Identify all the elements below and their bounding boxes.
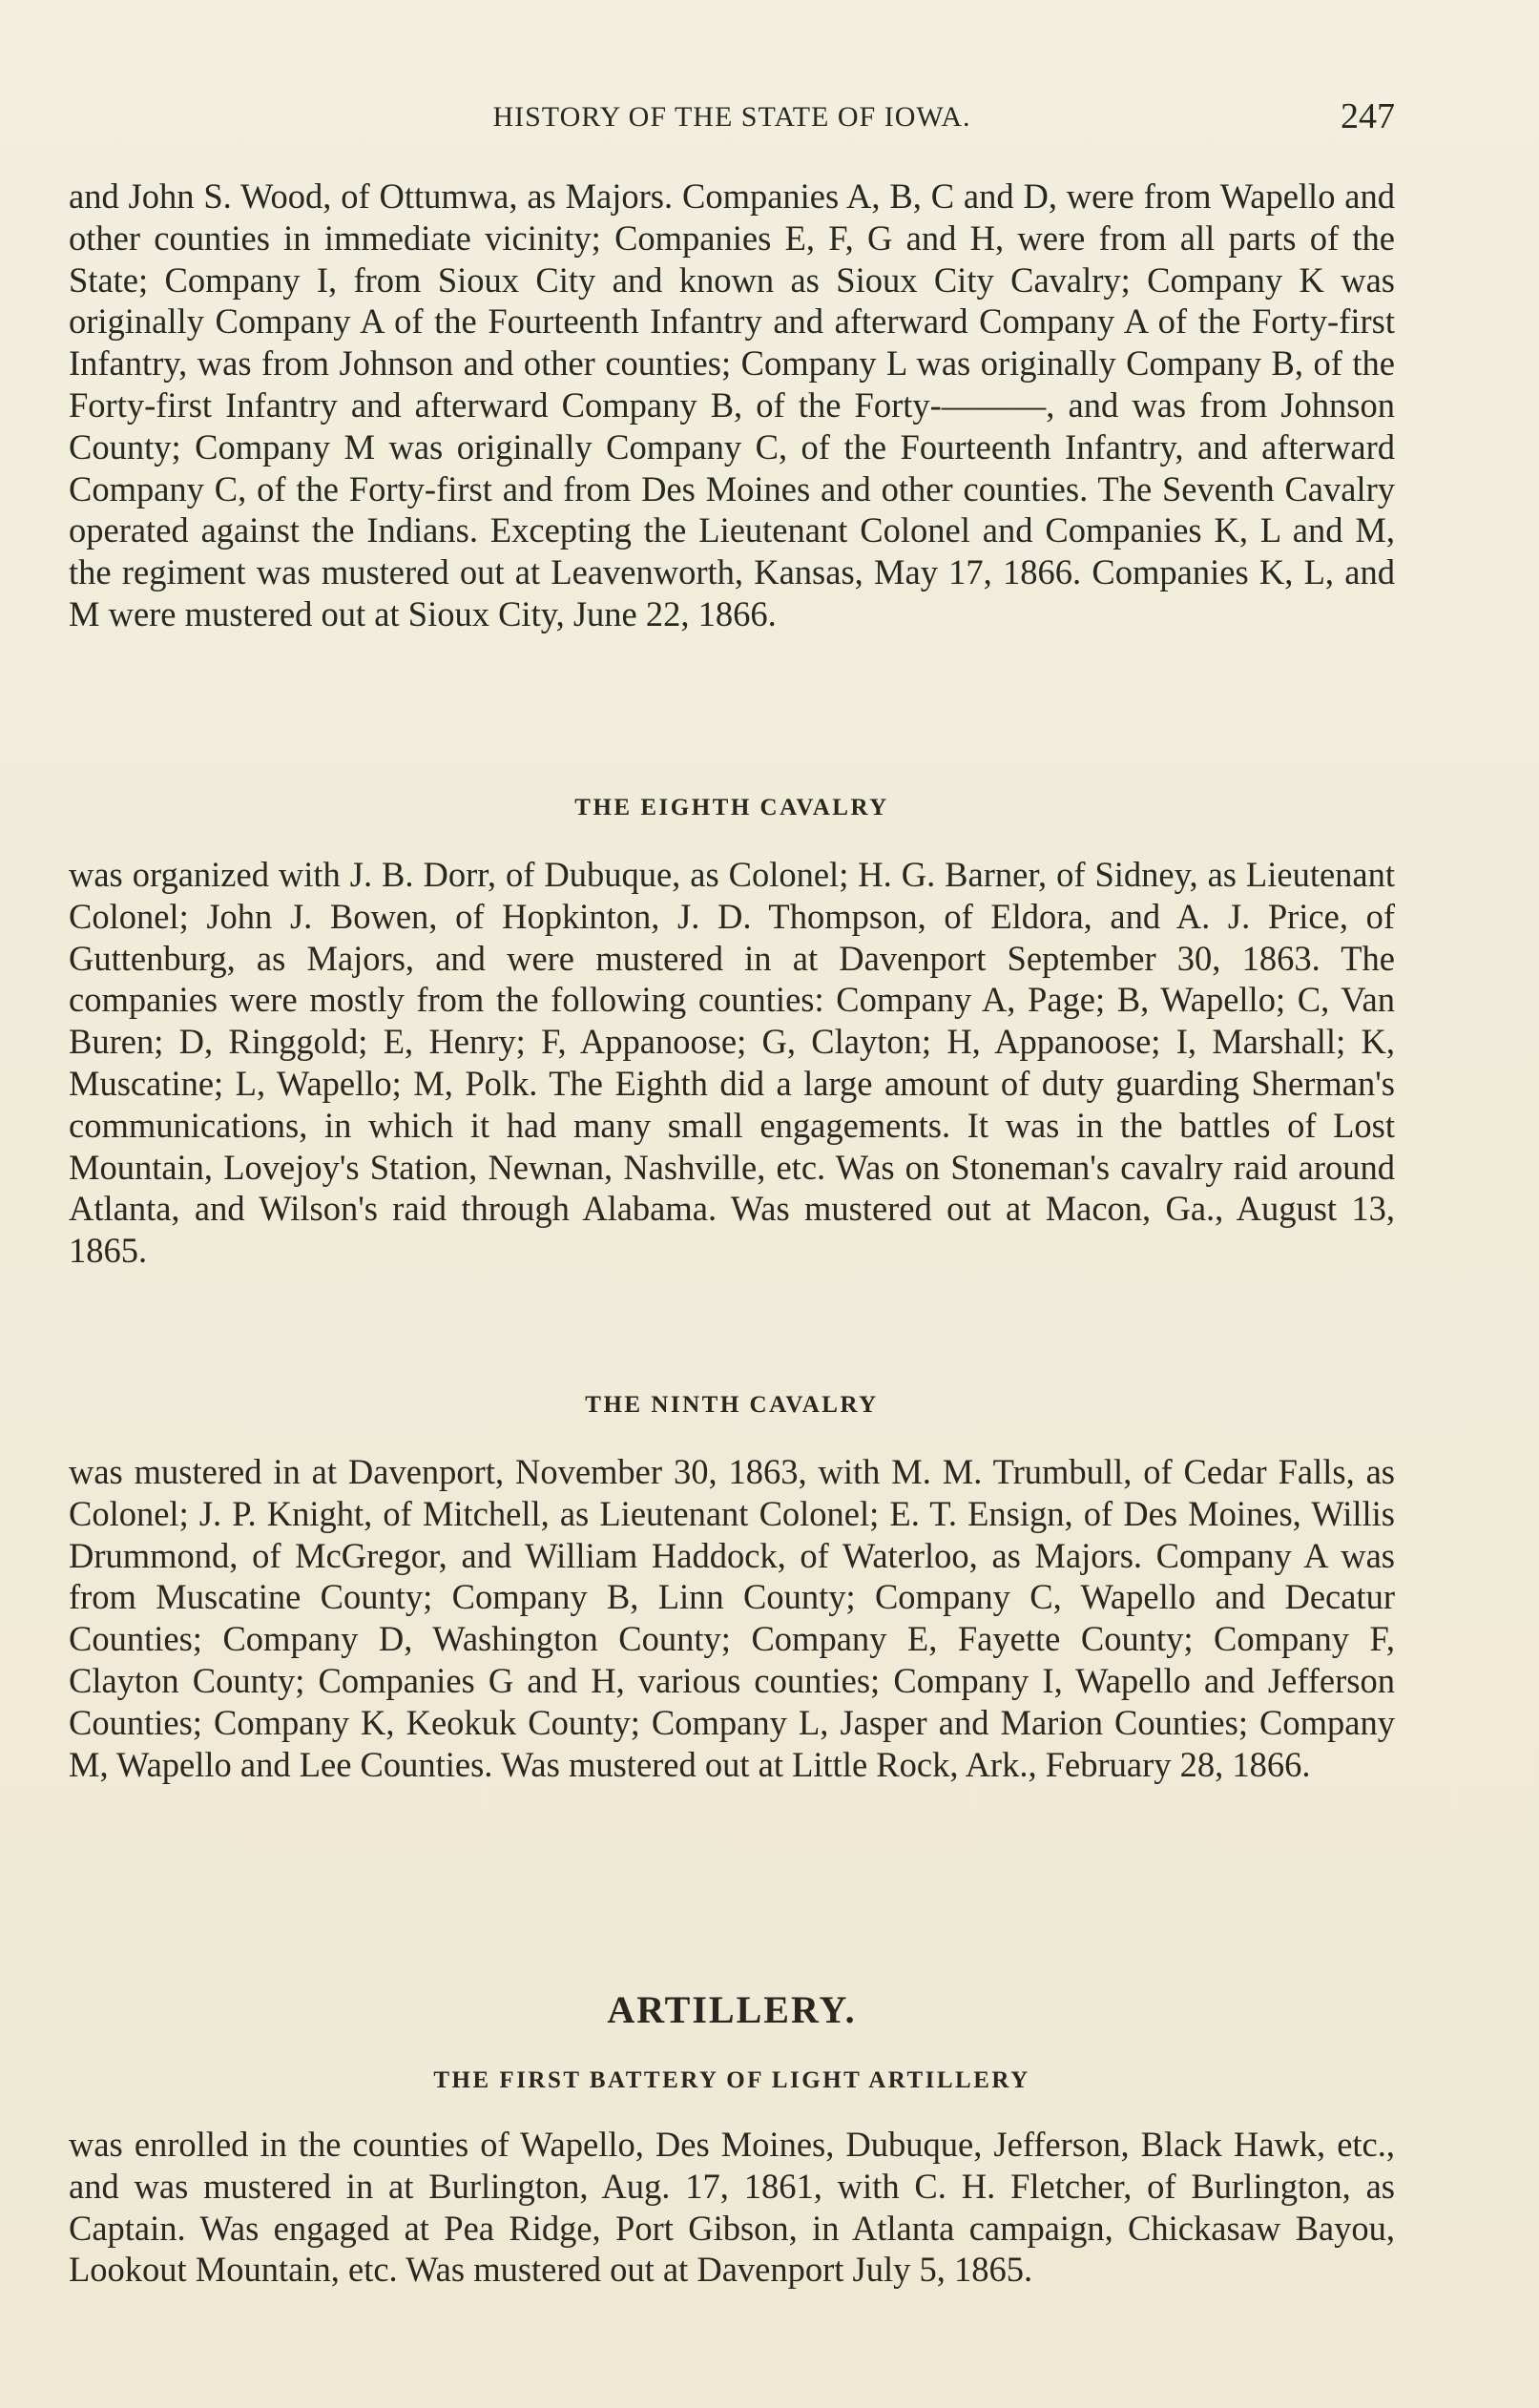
ninth-cavalry-heading: THE NINTH CAVALRY	[585, 1392, 879, 1418]
first-battery-paragraph: was enrolled in the counties of Wapello, Des Moines, Dubuque, Jefferson, Black Hawk, etc., and was mustered in at Burlington, Aug. 17, 1861, with C. H. Fletcher, of Burlington, as Captain. Was engaged at Pea Ridge, Port Gibson, in Atlanta campaign, Chickasaw Bayou, Lookout Mountain, etc. Was mustered out at Davenport July 5, 1865.	[69, 2125, 1395, 2290]
running-title: HISTORY OF THE STATE OF IOWA.	[492, 101, 971, 133]
page-number: 247	[1341, 96, 1395, 136]
page-header	[69, 95, 1395, 141]
first-battery-heading: THE FIRST BATTERY OF LIGHT ARTILLERY	[433, 2067, 1030, 2093]
ninth-cavalry-paragraph: was mustered in at Davenport, November 30, 1863, with M. M. Trumbull, of Cedar Falls, as Colonel; J. P. Knight, of Mitchell, as Lieutenant Colonel; E. T. Ensign, of Des Moines, Willis Drummond, of McGregor, and William Haddock, of Waterloo, as Majors. Company A was from Muscatine County; Company B, Linn County; Company C, Wapello and Decatur Counties; Company D, Washington County; Company E, Fayette County; Company F, Clayton County; Companies G and H, various counties; Company I, Wapello and Jefferson Counties; Company K, Keokuk County; Company L, Jasper and Marion Counties; Company M, Wapello and Lee Counties. Was mustered out at Little Rock, Ark., February 28, 1866.	[69, 1452, 1395, 1784]
artillery-heading: ARTILLERY.	[607, 1988, 857, 2031]
eighth-cavalry-paragraph: was organized with J. B. Dorr, of Dubuque, as Colonel; H. G. Barner, of Sidney, as Lieutenant Colonel; John J. Bowen, of Hopkinton, J. D. Thompson, of Eldora, and A. J. Price, of Guttenburg, as Majors, and were mustered in at Davenport September 30, 1863. The companies were mostly from the following counties: Company A, Page; B, Wapello; C, Van Buren; D, Ringgold; E, Henry; F, Appanoose; G, Clayton; H, Appanoose; I, Marshall; K, Muscatine; L, Wapello; M, Polk. The Eighth did a large amount of duty guarding Sherman's communications, in which it had many small engagements. It was in the battles of Lost Mountain, Lovejoy's Station, Newnan, Nashville, etc. Was on Stoneman's cavalry raid around Atlanta, and Wilson's raid through Alabama. Was mustered out at Macon, Ga., August 13, 1865.	[69, 855, 1395, 1271]
seventh-cavalry-continuation-paragraph: and John S. Wood, of Ottumwa, as Majors. Companies A, B, C and D, were from Wapello and other counties in immediate vicinity; Companies E, F, G and H, were from all parts of the State; Company I, from Sioux City and known as Sioux City Cavalry; Company K was originally Company A of the Fourteenth Infantry and afterward Company A of the Forty-first Infantry, was from Johnson and other counties; Company L was originally Company B, of the Forty-first Infantry and afterward Company B, of the Forty-———, and was from Johnson County; Company M was originally Company C, of the Fourteenth Infantry, and afterward Company C, of the Forty-first and from Des Moines and other counties. The Seventh Cavalry operated against the Indians. Excepting the Lieutenant Colonel and Companies K, L and M, the regiment was mustered out at Leavenworth, Kansas, May 17, 1866. Companies K, L, and M were mustered out at Sioux City, June 22, 1866.	[69, 176, 1395, 633]
eighth-cavalry-heading: THE EIGHTH CAVALRY	[574, 795, 889, 820]
